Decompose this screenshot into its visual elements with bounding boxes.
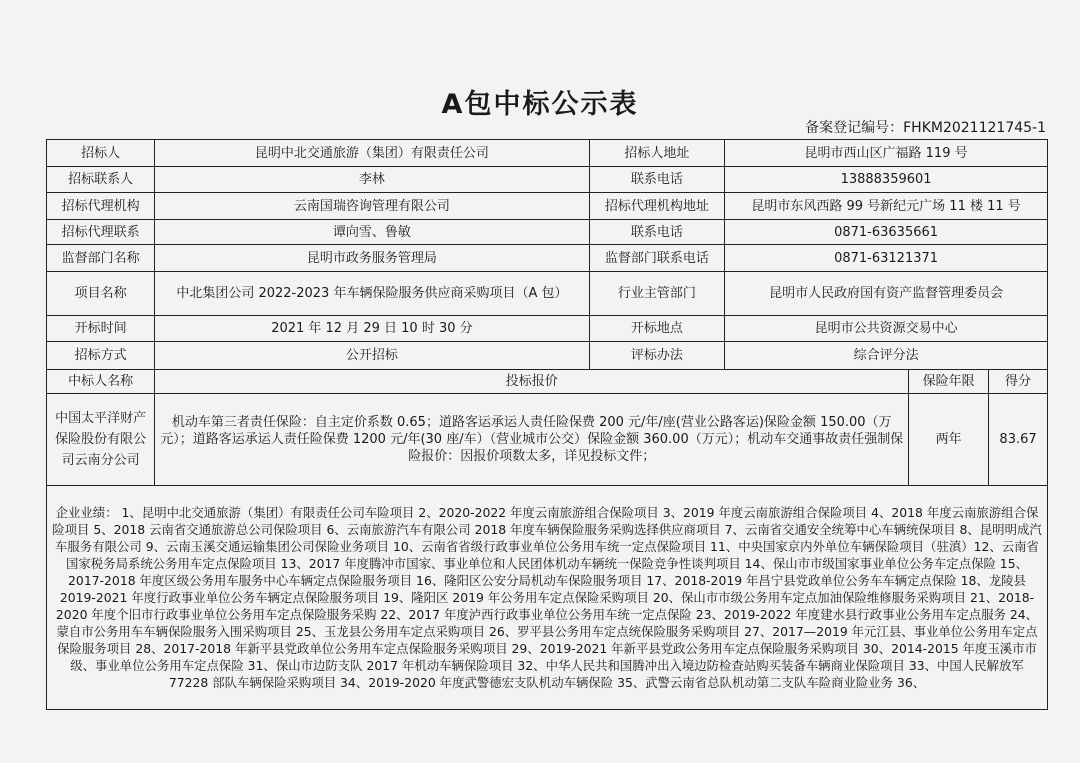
tenderer-address-label: 招标人地址 — [589, 140, 725, 167]
bid-detail: 机动车第三者责任保险：自主定价系数 0.65；道路客运承运人责任险保费 200 元/年/座(营业公路客运)保险金额 150.00（万元）；道路客运承运人责任险保费 1200 元/年(30 座/车）（营业城市公交）保险金额 360.00（万元）；机动车交通事故责任强制保险报价：因报价项数太多，详见投标文件； — [155, 394, 909, 486]
supervisor-label: 监督部门名称 — [47, 245, 155, 272]
agency-phone-label: 联系电话 — [589, 220, 725, 245]
score-header: 得分 — [989, 370, 1048, 394]
row-method — [47, 342, 1048, 370]
row-agency-contact — [47, 220, 1048, 245]
winner-name: 中国太平洋财产保险股份有限公司云南分公司 — [47, 394, 155, 486]
row-project — [47, 272, 1048, 316]
row-performance — [47, 486, 1048, 710]
agency-value: 云南国瑞咨询管理有限公司 — [155, 193, 589, 220]
supervisor-phone-label: 监督部门联系电话 — [589, 245, 725, 272]
contact-phone-label: 联系电话 — [589, 167, 725, 193]
winner-header: 中标人名称 — [47, 370, 155, 394]
method-label: 招标方式 — [47, 342, 155, 370]
supervisor-phone-value: 0871-63121371 — [725, 245, 1048, 272]
tenderer-address-value: 昆明市西山区广福路 119 号 — [725, 140, 1048, 167]
row-open-time — [47, 316, 1048, 342]
agency-contact-value: 谭向雪、鲁敏 — [155, 220, 589, 245]
agency-phone-value: 0871-63635661 — [725, 220, 1048, 245]
insurance-period: 两年 — [909, 394, 989, 486]
eval-value: 综合评分法 — [725, 342, 1048, 370]
award-table — [46, 139, 1048, 710]
industry-value: 昆明市人民政府国有资产监督管理委员会 — [725, 272, 1048, 316]
method-value: 公开招标 — [155, 342, 589, 370]
document-title: A包中标公示表 — [441, 89, 639, 120]
bid-header: 投标报价 — [155, 370, 909, 394]
project-value: 中北集团公司 2022-2023 年车辆保险服务供应商采购项目（A 包） — [155, 272, 589, 316]
row-result-header — [47, 370, 1048, 394]
row-contact — [47, 167, 1048, 193]
project-label: 项目名称 — [47, 272, 155, 316]
agency-label: 招标代理机构 — [47, 193, 155, 220]
tenderer-label: 招标人 — [47, 140, 155, 167]
performance-text: 企业业绩： 1、昆明中北交通旅游（集团）有限责任公司车险项目 2、2020-2022 年度云南旅游组合保险项目 3、2019 年度云南旅游组合保险项目 4、2018 年度云南旅游组合保险项目 5、2018 云南省交通旅游总公司保险项目 6、云南旅游汽车有限公司 2018 年度车辆保险服务采购选择供应商项目 7、云南省交通安全统筹中心车辆统保项目 8、昆明明成汽车服务有限公司 9、云南玉溪交通运输集团公司保险业务项目 10、云南省省级行政事业单位公务用车统一定点保险项目 11、中央国家京内外单位车辆保险项目（驻滇）12、云南省国家税务局系统公务用车定点保险项目 13、2017 年度腾冲市国家、事业单位和人民团体机动车辆统一保险竞争性谈判项目 14、保山市市级国家事业单位公务车定点保险 15、2017-2018 年度区级公务用车服务中心车辆定点保险服务项目 16、隆阳区公安分局机动车保险服务项目 17、2018-2019 年昌宁县党政单位公务车车辆定点保险 18、龙陵县 2019-2021 年度行政事业单位公务车辆定点保险服务项目 19、隆阳区 2019 年公务用车定点保险采购项目 20、保山市市级公务用车定点加油保险维修服务采购项目 21、2018-2020 年度个旧市行政事业单位公务用车定点保险服务采购 22、2017 年度泸西行政事业单位公务用车统一定点保险 23、2019-2022 年度建水县行政事业公务用车定点服务 24、蒙自市公务用车车辆保险服务入围采购项目 25、玉龙县公务用车定点采购项目 26、罗平县公务用车定点统保险服务采购项目 27、2017—2019 年元江县、事业单位公务用车定点保险服务项目 28、2017-2018 年新平县党政单位公务用车定点保险服务采购项目 29、2019-2021 年新平县党政公务用车定点保险服务采购项目 30、2014-2015 年度玉溪市市级、事业单位公务用车定点保险 31、保山市边防支队 2017 年机动车辆保险项目 32、中华人民共和国腾冲出入境边防检查站购买装备车辆商业保险项目 33、中国人民解放军 77228 部队车辆保险采购项目 34、2019-2020 年度武警德宏支队机动车辆保险 35、武警云南省总队机动第二支队车险商业险业务 36、 — [47, 486, 1048, 710]
agency-address-label: 招标代理机构地址 — [589, 193, 725, 220]
contact-phone-value: 13888359601 — [725, 167, 1048, 193]
open-time-label: 开标时间 — [47, 316, 155, 342]
supervisor-value: 昆明市政务服务管理局 — [155, 245, 589, 272]
score-value: 83.67 — [989, 394, 1048, 486]
period-header: 保险年限 — [909, 370, 989, 394]
record-number: 备案登记编号：FHKM2021121745-1 — [805, 120, 1046, 136]
row-supervisor — [47, 245, 1048, 272]
eval-label: 评标办法 — [589, 342, 725, 370]
open-place-label: 开标地点 — [589, 316, 725, 342]
contact-label: 招标联系人 — [47, 167, 155, 193]
open-time-value: 2021 年 12 月 29 日 10 时 30 分 — [155, 316, 589, 342]
row-tenderer — [47, 140, 1048, 167]
agency-contact-label: 招标代理联系 — [47, 220, 155, 245]
open-place-value: 昆明市公共资源交易中心 — [725, 316, 1048, 342]
contact-value: 李林 — [155, 167, 589, 193]
industry-label: 行业主管部门 — [589, 272, 725, 316]
row-result — [47, 394, 1048, 486]
agency-address-value: 昆明市东风西路 99 号新纪元广场 11 楼 11 号 — [725, 193, 1048, 220]
tenderer-value: 昆明中北交通旅游（集团）有限责任公司 — [155, 140, 589, 167]
row-agency — [47, 193, 1048, 220]
